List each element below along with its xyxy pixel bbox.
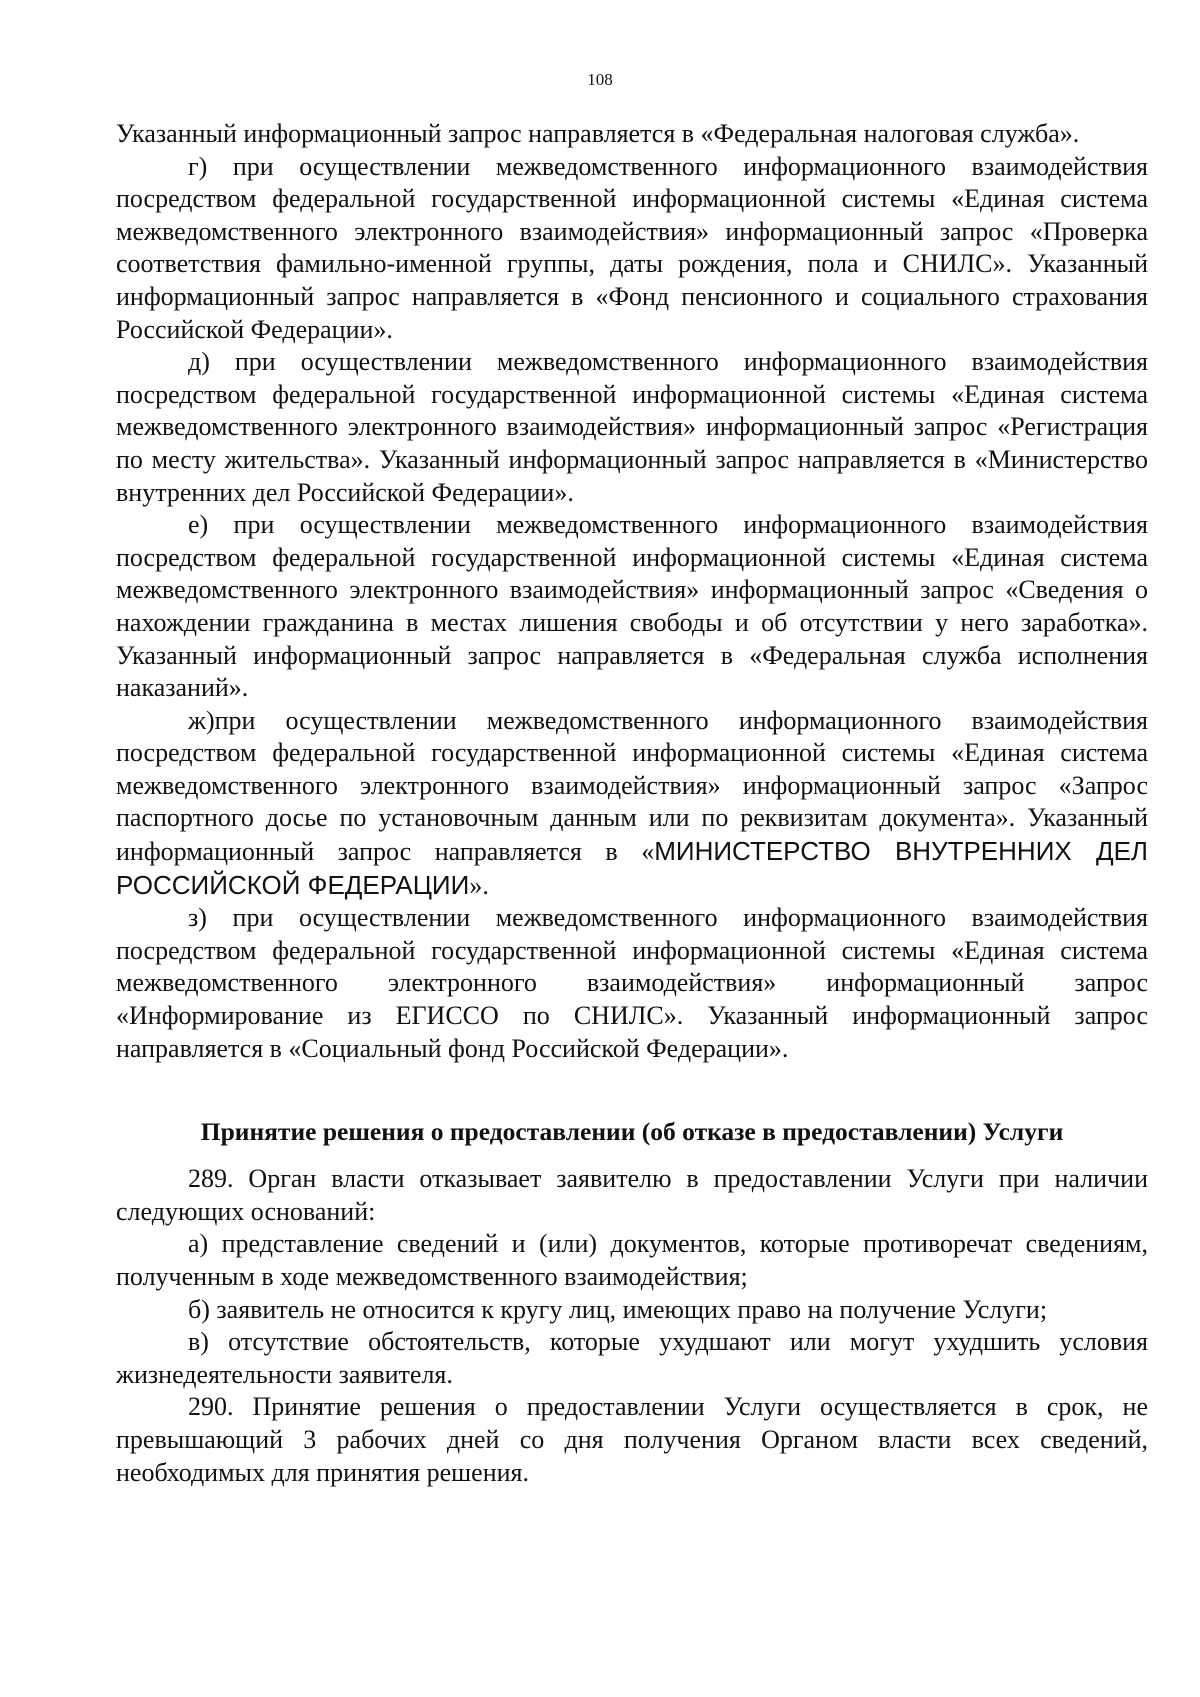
paragraph-item-d: д) при осуществлении межведомственного информационного взаимодействия посредством федеральной государственной информационной системы «Единая система межведомственного электронного взаимодействия» информационный запрос «Регистрация по месту жительства». Указанный информационный запрос направляется в «Министерство внутренних дел Российской Федерации». bbox=[116, 347, 1148, 507]
paragraph-item-zh-end: ». bbox=[469, 870, 489, 900]
paragraph-289-v: в) отсутствие обстоятельств, которые ухудшают или могут ухудшить условия жизнедеятельности заявителя. bbox=[116, 1327, 1148, 1389]
paragraph-item-zh-text: ж)при осуществлении межведомственного информационного взаимодействия посредством федеральной государственной информационной системы «Единая система межведомственного электронного взаимодействия» информационный запрос «Запрос паспортного досье по установочным данным или по реквизитам документа». Указанный информационный запрос направляется в « bbox=[116, 705, 1148, 867]
page-content bbox=[116, 118, 1148, 1489]
paragraph-item-z: з) при осуществлении межведомственного информационного взаимодействия посредством федеральной государственной информационной системы «Единая система межведомственного электронного взаимодействия» информационный запрос «Информирование из ЕГИССО по СНИЛС». Указанный информационный запрос направляется в «Социальный фонд Российской Федерации». bbox=[116, 903, 1148, 1063]
paragraph-289-a: а) представление сведений и (или) документов, которые противоречат сведениям, полученным в ходе межведомственного взаимодействия; bbox=[116, 1229, 1148, 1291]
section-heading: Принятие решения о предоставлении (об отказе в предоставлении) Услуги bbox=[200, 1117, 1064, 1147]
paragraph-fns-conclusion: Указанный информационный запрос направляется в «Федеральная налоговая служба». bbox=[116, 119, 1080, 148]
paragraph-item-zh bbox=[116, 705, 1148, 903]
paragraph-289-b: б) заявитель не относится к кругу лиц, имеющих право на получение Услуги; bbox=[188, 1294, 1048, 1324]
paragraph-item-e: е) при осуществлении межведомственного информационного взаимодействия посредством федеральной государственной информационной системы «Единая система межведомственного электронного взаимодействия» информационный запрос «Сведения о нахождении гражданина в местах лишения свободы и об отсутствии у него заработка». Указанный информационный запрос направляется в «Федеральная служба исполнения наказаний». bbox=[116, 510, 1148, 703]
paragraph-290: 290. Принятие решения о предоставлении Услуги осуществляется в срок, не превышающий 3 рабочих дней со дня получения Органом власти всех сведений, необходимых для принятия решения. bbox=[116, 1392, 1148, 1487]
page-number: 108 bbox=[587, 70, 613, 89]
paragraph-item-g: г) при осуществлении межведомственного информационного взаимодействия посредством федеральной государственной информационной системы «Единая система межведомственного электронного взаимодействия» информационный запрос «Проверка соответствия фамильно-именной группы, даты рождения, пола и СНИЛС». Указанный информационный запрос направляется в «Фонд пенсионного и социального страхования Российской Федерации». bbox=[116, 151, 1148, 344]
paragraph-item-zh-caps: МИНИСТЕРСТВО ВНУТРЕННИХ ДЕЛ РОССИЙСКОЙ ФЕДЕРАЦИИ bbox=[116, 836, 1148, 900]
paragraph-289: 289. Орган власти отказывает заявителю в предоставлении Услуги при наличии следующих оснований: bbox=[116, 1164, 1148, 1226]
